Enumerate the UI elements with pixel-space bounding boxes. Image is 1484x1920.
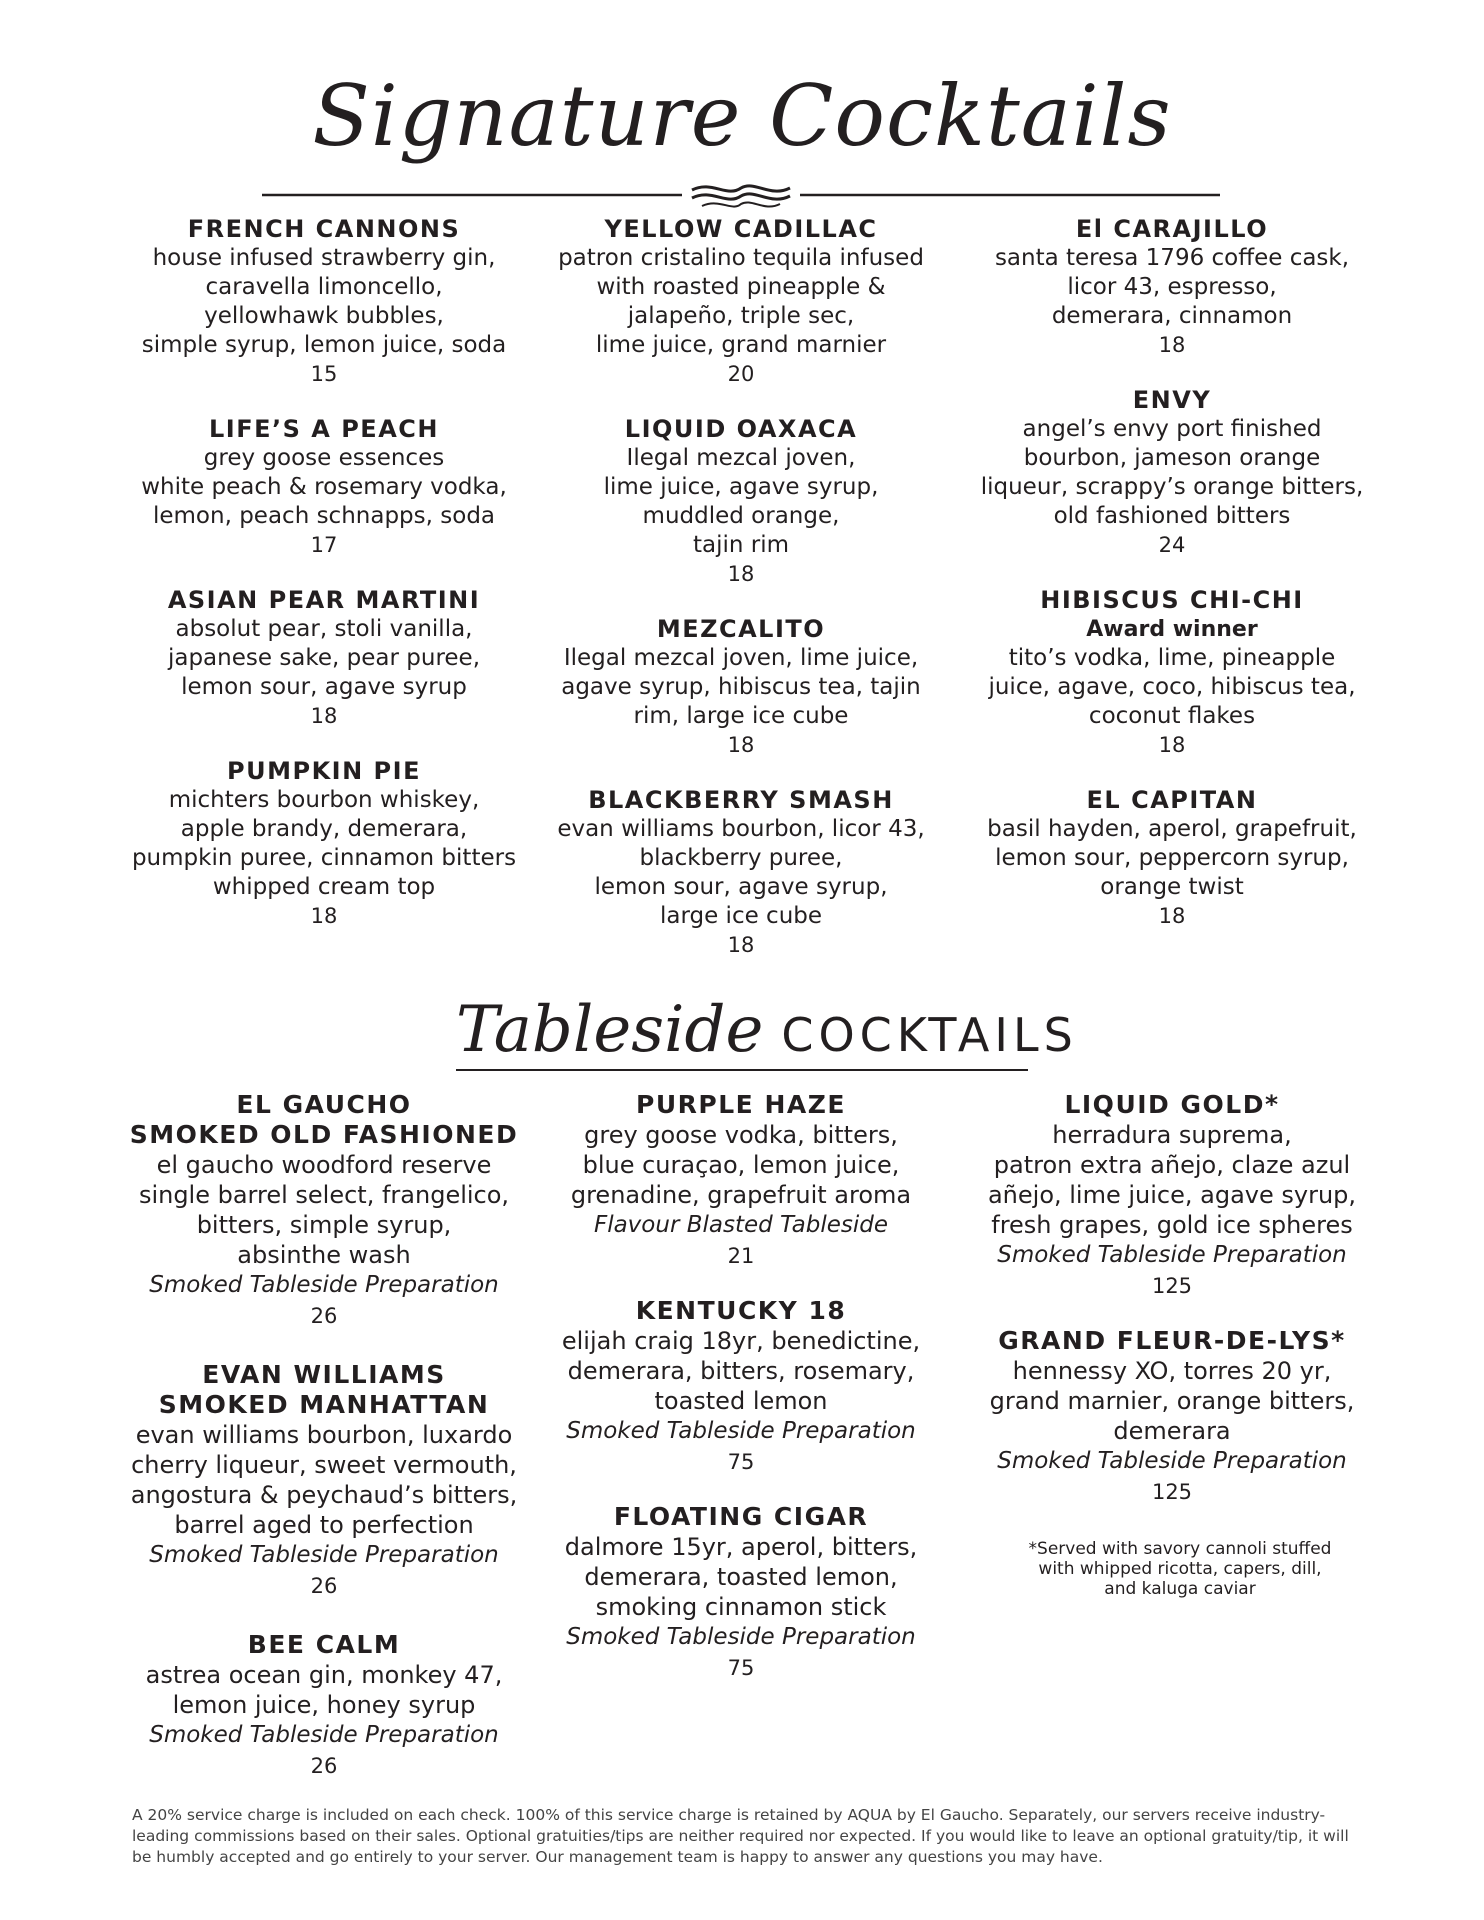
preparation-note: Smoked Tableside Preparation <box>149 1542 499 1568</box>
menu-item <box>124 215 524 389</box>
menu-item <box>541 1090 941 1272</box>
ingredient-line: lemon sour, agave syrup, <box>594 874 888 900</box>
item-price: 26 <box>310 1574 338 1598</box>
item-name: MEZCALITO <box>656 615 826 643</box>
ingredient-line: barrel aged to perfection <box>174 1511 474 1539</box>
menu-item <box>541 1502 941 1684</box>
menu-item <box>541 1296 941 1478</box>
ingredient-line: añejo, lime juice, agave syrup, <box>987 1181 1357 1209</box>
menu-item <box>972 215 1372 360</box>
ingredient-line: demerara, toasted lemon, <box>584 1563 898 1591</box>
ingredient-line: smoking cinnamon stick <box>595 1593 887 1621</box>
ingredient-line: bourbon, jameson orange <box>1023 445 1321 471</box>
ingredient-line: el gaucho woodford reserve <box>156 1151 492 1179</box>
ingredient-line: astrea ocean gin, monkey 47, <box>145 1661 503 1689</box>
ingredient-line: hennessy XO, torres 20 yr, <box>1012 1357 1332 1385</box>
ingredient-line: lemon sour, peppercorn syrup, <box>995 845 1349 871</box>
item-price: 15 <box>310 362 338 386</box>
preparation-note: Flavour Blasted Tableside <box>593 1212 889 1238</box>
award-badge: Award winner <box>1086 617 1258 642</box>
item-name: FRENCH CANNONS <box>187 215 461 243</box>
item-name: GRAND FLEUR-DE-LYS* <box>998 1326 1346 1355</box>
ingredient-line: blackberry puree, <box>639 845 843 871</box>
ingredient-line: lemon sour, agave syrup <box>181 674 467 700</box>
item-name: BEE CALM <box>247 1630 401 1659</box>
ingredient-line: lemon, peach schnapps, soda <box>152 503 496 529</box>
menu-item <box>541 415 941 589</box>
tableside-title-caps: COCKTAILS <box>781 1008 1078 1062</box>
item-name: EL CAPITAN <box>1086 786 1258 814</box>
ingredient-line: grand marnier, orange bitters, <box>989 1387 1355 1415</box>
ingredient-line: rim, large ice cube <box>633 703 849 729</box>
item-name: LIQUID GOLD* <box>1064 1090 1280 1119</box>
item-name: LIQUID OAXACA <box>624 415 858 443</box>
ingredient-line: lime juice, grand marnier <box>595 332 887 358</box>
ingredient-line: grenadine, grapefruit aroma <box>570 1181 912 1209</box>
ingredient-line: patron extra añejo, claze azul <box>993 1151 1351 1179</box>
service-charge-disclaimer: A 20% service charge is included on each check. 100% of this service charge is retained by AQUA by El Gaucho. Separately, our servers receive industry-leading commissions based on their sales. Optional gratuities/tips are neither required nor expected. If you would like to leave an optional gratuity/tip, it will be humbly accepted and go entirely to your server. Our management team is happy to answer any questions you may have. <box>132 1806 1349 1866</box>
item-price: 18 <box>1158 333 1186 357</box>
ingredient-line: blue curaçao, lemon juice, <box>582 1151 900 1179</box>
item-price: 26 <box>310 1754 338 1778</box>
ingredient-line: tito’s vodka, lime, pineapple <box>1008 645 1336 671</box>
ingredient-line: lime juice, agave syrup, <box>603 474 879 500</box>
item-name: EVAN WILLIAMS <box>202 1360 446 1389</box>
ingredient-line: simple syrup, lemon juice, soda <box>141 332 507 358</box>
menu-item <box>124 1090 524 1332</box>
menu-item <box>972 1090 1372 1302</box>
footnote-line: *Served with savory cannoli stuffed <box>1028 1539 1332 1559</box>
item-price: 18 <box>1158 904 1186 928</box>
ingredient-line: bitters, simple syrup, <box>196 1211 452 1239</box>
ingredient-line: evan williams bourbon, luxardo <box>135 1421 513 1449</box>
item-price: 18 <box>727 933 755 957</box>
ingredient-line: large ice cube <box>659 903 823 929</box>
ingredient-line: Ilegal mezcal joven, lime juice, <box>563 645 919 671</box>
item-price: 125 <box>1151 1274 1193 1298</box>
ingredient-line: patron cristalino tequila infused <box>558 245 924 271</box>
menu-item <box>541 786 941 960</box>
ingredient-line: michters bourbon whiskey, <box>168 787 480 813</box>
ingredient-line: apple brandy, demerara, <box>180 816 468 842</box>
ingredient-line: liqueur, scrappy’s orange bitters, <box>980 474 1364 500</box>
ingredient-line: absinthe wash <box>237 1241 411 1269</box>
item-name: KENTUCKY 18 <box>635 1296 847 1325</box>
item-price: 20 <box>727 362 755 386</box>
menu-item <box>541 215 941 389</box>
item-price: 75 <box>727 1656 755 1680</box>
ingredient-line: cherry liqueur, sweet vermouth, <box>131 1451 517 1479</box>
menu-item <box>972 386 1372 560</box>
ingredient-line: single barrel select, frangelico, <box>138 1181 510 1209</box>
ingredient-line: jalapeño, triple sec, <box>627 303 855 329</box>
ingredient-line: caravella limoncello, <box>205 274 443 300</box>
ingredient-line: grey goose vodka, bitters, <box>584 1121 898 1149</box>
signature-column-3 <box>972 215 1372 931</box>
ingredient-line: demerara, cinnamon <box>1051 303 1293 329</box>
item-price: 24 <box>1158 533 1186 557</box>
item-name: ASIAN PEAR MARTINI <box>167 586 481 614</box>
item-price: 18 <box>727 733 755 757</box>
ingredient-line: lemon juice, honey syrup <box>172 1691 476 1719</box>
item-name-line-2: SMOKED OLD FASHIONED <box>129 1120 519 1149</box>
ingredient-line: grey goose essences <box>203 445 445 471</box>
signature-title: Signature Cocktails <box>312 67 1172 165</box>
item-price: 18 <box>310 904 338 928</box>
caviar-footnote <box>1010 1539 1350 1599</box>
title-divider <box>262 176 1220 216</box>
ingredient-line: angostura & peychaud’s bitters, <box>130 1481 518 1509</box>
menu-item <box>972 1326 1372 1508</box>
tableside-underline <box>456 1069 1028 1071</box>
item-name: FLOATING CIGAR <box>613 1502 869 1531</box>
ingredient-line: yellowhawk bubbles, <box>204 303 444 329</box>
item-price: 26 <box>310 1304 338 1328</box>
menu-item <box>541 615 941 760</box>
preparation-note: Smoked Tableside Preparation <box>566 1418 916 1444</box>
ingredient-line: with roasted pineapple & <box>596 274 886 300</box>
ingredient-line: absolut pear, stoli vanilla, <box>175 616 473 642</box>
menu-item <box>124 1630 524 1782</box>
menu-item <box>124 757 524 931</box>
menu-item <box>972 586 1372 760</box>
ingredient-line: pumpkin puree, cinnamon bitters <box>131 845 517 871</box>
item-name: EL GAUCHO <box>236 1090 412 1119</box>
ingredient-line: licor 43, espresso, <box>1067 274 1277 300</box>
ingredient-line: santa teresa 1796 coffee cask, <box>994 245 1350 271</box>
item-name: PURPLE HAZE <box>636 1090 846 1119</box>
ingredient-line: demerara <box>1113 1417 1231 1445</box>
item-price: 125 <box>1151 1480 1193 1504</box>
preparation-note: Smoked Tableside Preparation <box>997 1242 1347 1268</box>
signature-column-2 <box>541 215 941 960</box>
item-name: HIBISCUS CHI-CHI <box>1040 586 1304 614</box>
ingredient-line: white peach & rosemary vodka, <box>141 474 507 500</box>
item-name: ENVY <box>1132 386 1212 414</box>
menu-item <box>124 415 524 560</box>
ingredient-line: angel’s envy port finished <box>1022 416 1322 442</box>
menu-item <box>124 1360 524 1602</box>
tableside-column-1 <box>124 1090 524 1782</box>
item-price: 18 <box>727 562 755 586</box>
item-name: YELLOW CADILLAC <box>604 215 878 243</box>
tableside-column-2 <box>541 1090 941 1684</box>
item-price: 17 <box>310 533 338 557</box>
menu-item <box>124 586 524 731</box>
ingredient-line: demerara, bitters, rosemary, <box>567 1357 915 1385</box>
tableside-title-script: Tableside <box>456 993 764 1067</box>
signature-column-1 <box>124 215 524 931</box>
ingredient-line: elijah craig 18yr, benedictine, <box>561 1327 921 1355</box>
ingredient-line: agave syrup, hibiscus tea, tajin <box>561 674 921 700</box>
ingredient-line: japanese sake, pear puree, <box>167 645 481 671</box>
item-name: BLACKBERRY SMASH <box>588 786 894 814</box>
preparation-note: Smoked Tableside Preparation <box>997 1448 1347 1474</box>
ingredient-line: orange twist <box>1100 874 1244 900</box>
ingredient-line: coconut flakes <box>1088 703 1256 729</box>
ingredient-line: Ilegal mezcal joven, <box>626 445 856 471</box>
ingredient-line: herradura suprema, <box>1052 1121 1292 1149</box>
ingredient-line: muddled orange, <box>642 503 840 529</box>
tableside-title <box>456 990 1078 1067</box>
item-name: PUMPKIN PIE <box>227 757 421 785</box>
footnote-line: with whipped ricotta, capers, dill, <box>1038 1559 1322 1579</box>
ingredient-line: old fashioned bitters <box>1053 503 1291 529</box>
preparation-note: Smoked Tableside Preparation <box>566 1624 916 1650</box>
preparation-note: Smoked Tableside Preparation <box>149 1722 499 1748</box>
item-name: El CARAJILLO <box>1075 215 1269 243</box>
item-name-line-2: SMOKED MANHATTAN <box>158 1390 490 1419</box>
ingredient-line: basil hayden, aperol, grapefruit, <box>987 816 1357 842</box>
preparation-note: Smoked Tableside Preparation <box>149 1272 499 1298</box>
ingredient-line: evan williams bourbon, licor 43, <box>557 816 925 842</box>
ingredient-line: fresh grapes, gold ice spheres <box>991 1211 1353 1239</box>
tableside-column-3 <box>972 1090 1372 1508</box>
ingredient-line: toasted lemon <box>654 1387 828 1415</box>
item-price: 18 <box>1158 733 1186 757</box>
ingredient-line: house infused strawberry gin, <box>152 245 496 271</box>
ingredient-line: whipped cream top <box>212 874 436 900</box>
ingredient-line: dalmore 15yr, aperol, bitters, <box>564 1533 918 1561</box>
item-price: 18 <box>310 704 338 728</box>
footnote-line: and kaluga caviar <box>1104 1579 1256 1599</box>
item-price: 21 <box>727 1244 755 1268</box>
item-name: LIFE’S A PEACH <box>209 415 439 443</box>
ingredient-line: juice, agave, coco, hibiscus tea, <box>988 674 1356 700</box>
item-price: 75 <box>727 1450 755 1474</box>
menu-item <box>972 786 1372 931</box>
ingredient-line: tajin rim <box>692 532 790 558</box>
